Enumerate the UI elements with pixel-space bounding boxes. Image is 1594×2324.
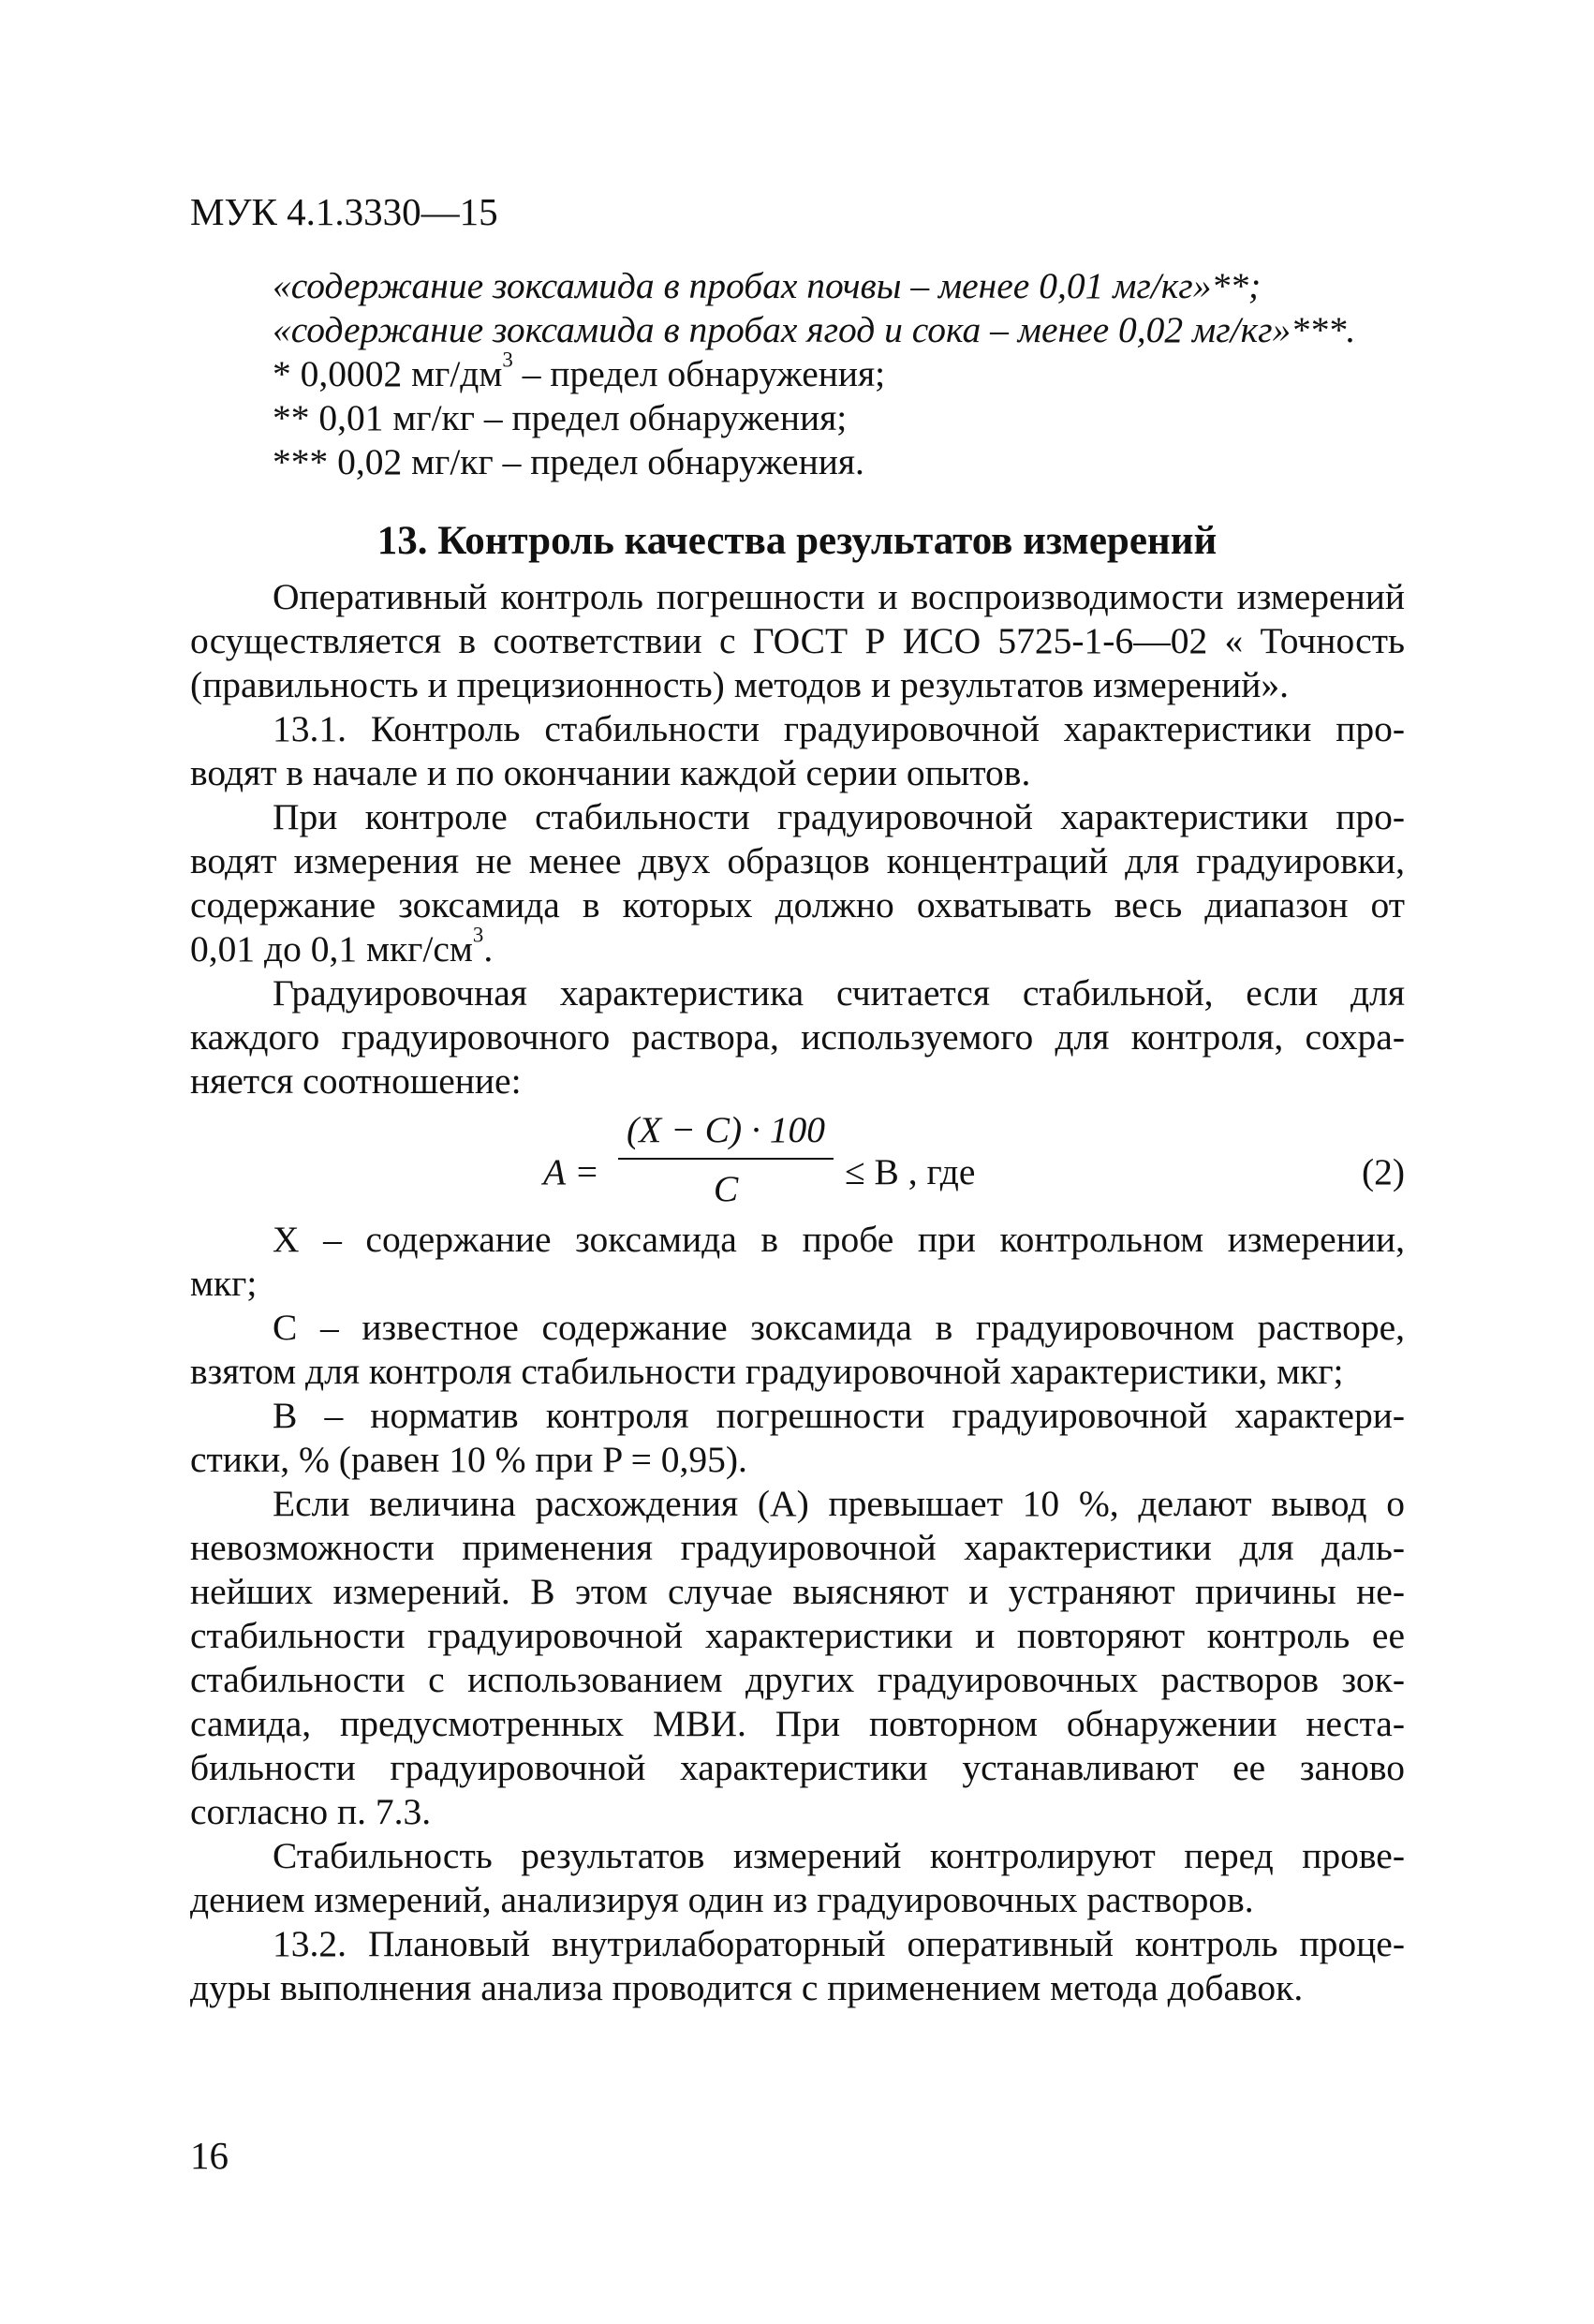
page-number: 16 [190,2134,229,2177]
para-stability-line1: Стабильность результатов измерений контролируют перед прове- [273,1835,1405,1876]
para1-line2: осуществляется в соответствии с ГОСТ Р ИСО 5725-1-6—02 « Точность [190,620,1405,661]
para3-line1: При контроле стабильности градуировочной характеристики про- [273,796,1405,837]
para-stability-line2: дением измерений, анализируя один из градуировочных растворов. [190,1879,1254,1920]
para-deviation-line8: согласно п. 7.3. [190,1791,432,1832]
def-x-line1: X – содержание зоксамида в пробе при контрольном измерении, [273,1219,1405,1260]
def-b-line2: стики, % (равен 10 % при P = 0,95). [190,1439,747,1480]
note-italic-berries: «содержание зоксамида в пробах ягод и сока – менее 0,02 мг/кг»***. [273,309,1356,350]
para3-line4 [190,923,1405,971]
footnote-1-tail: – предел обнаружения; [512,353,886,394]
para3-line4-text: 0,01 до 0,1 мкг/см [190,928,473,970]
footnote-1-superscript: 3 [502,348,513,372]
def-x-line2: мкг; [190,1263,258,1304]
para4-line3: няется соотношение: [190,1060,522,1102]
footnote-3: *** 0,02 мг/кг – предел обнаружения. [273,441,864,482]
formula-denominator: C [713,1168,739,1209]
body-upper [190,575,1405,1103]
para3-line2: водят измерения не менее двух образцов концентраций для градуировки, [190,840,1405,881]
para3-line3: содержание зоксамида в которых должно охватывать весь диапазон от [190,884,1405,925]
def-c-line1: C – известное содержание зоксамида в градуировочном растворе, [273,1307,1405,1348]
para-deviation-line1: Если величина расхождения (A) превышает 10 %, делают вывод о [273,1483,1405,1524]
footnote-1 [190,348,1405,396]
para-deviation-line5: стабильности с использованием других градуировочных растворов зок- [190,1659,1405,1700]
document-code-header: МУК 4.1.3330—15 [190,190,498,233]
formula-numerator: (X − C) · 100 [626,1109,826,1150]
note-italic-soil: «содержание зоксамида в пробах почвы – менее 0,01 мг/кг»**; [273,265,1262,306]
para2-line2: водят в начале и по окончании каждой серии опытов. [190,752,1031,793]
para-deviation-line2: невозможности применения градуировочной характеристики для даль- [190,1527,1405,1568]
footnote-2: ** 0,01 мг/кг – предел обнаружения; [273,397,848,438]
para4-line1: Градуировочная характеристика считается стабильной, если для [273,972,1405,1014]
para-deviation-line6: самида, предусмотренных МВИ. При повторном обнаружении неста- [190,1703,1405,1744]
para4-line2: каждого градуировочного раствора, используемого для контроля, сохра- [190,1016,1405,1058]
formula-lhs: A = [543,1151,599,1192]
para3-line4-tail: . [483,928,494,970]
def-b-line1: B – норматив контроля погрешности градуировочной характери- [273,1395,1405,1436]
para-13-2-line1: 13.2. Плановый внутрилабораторный оперативный контроль проце- [273,1923,1405,1964]
formula-number: (2) [1361,1151,1405,1192]
para1-line1: Оперативный контроль погрешности и воспроизводимости измерений [273,576,1405,617]
para-deviation-line7: бильности градуировочной характеристики устанавливают ее заново [190,1747,1405,1788]
para3-line4-superscript: 3 [472,923,484,947]
para-deviation-line3: нейших измерений. В этом случае выясняют и устраняют причины не- [190,1571,1405,1612]
body-lower [190,1218,1405,2010]
section-title: 13. Контроль качества результатов измерений [376,519,1218,563]
formula-2 [543,1108,1405,1235]
def-c-line2: взятом для контроля стабильности градуировочной характеристики, мкг; [190,1351,1344,1392]
para-13-2-line2: дуры выполнения анализа проводится с применением метода добавок. [190,1967,1304,2008]
notes-block [190,264,1405,484]
footnote-1-text: * 0,0002 мг/дм [273,353,503,394]
para2-line1: 13.1. Контроль стабильности градуировочной характеристики про- [273,708,1405,749]
formula-rhs: ≤ B , где [845,1151,976,1192]
para1-line3: (правильность и прецизионность) методов и результатов измерений». [190,664,1290,705]
formula-fraction-bar [618,1158,834,1160]
formula-fraction [618,1108,834,1211]
para-deviation-line4: стабильности градуировочной характеристики и повторяют контроль ее [190,1615,1405,1656]
